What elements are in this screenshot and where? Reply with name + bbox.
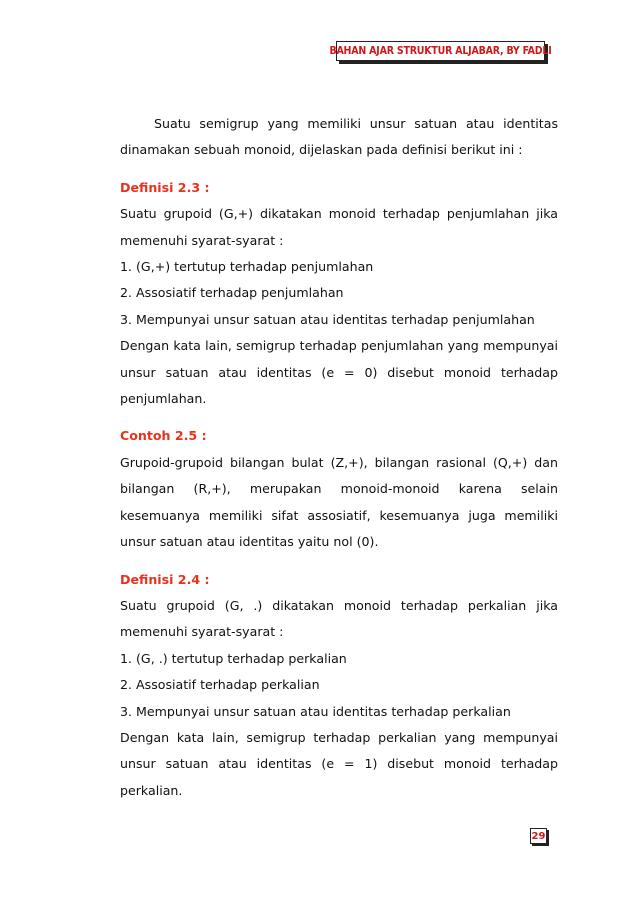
definisi-2-3-heading: Definisi 2.3 : bbox=[120, 179, 210, 195]
definisi-2-4-item: 3. Mempunyai unsur satuan atau identitas terhadap perkalian bbox=[120, 703, 511, 719]
definisi-2-3-item: 2. Assosiatif terhadap penjumlahan bbox=[120, 285, 344, 301]
page-number: 29 bbox=[530, 828, 547, 844]
definisi-2-3-text: Suatu grupoid (G,+) dikatakan monoid terhadap penjumlahan jika memenuhi syarat-syarat : bbox=[120, 206, 558, 248]
definisi-2-4-item: 1. (G, .) tertutup terhadap perkalian bbox=[120, 650, 347, 666]
header-badge: BAHAN AJAR STRUKTUR ALJABAR, BY FADLI bbox=[336, 41, 545, 61]
definisi-2-3-item: 3. Mempunyai unsur satuan atau identitas terhadap penjumlahan bbox=[120, 311, 535, 327]
intro-paragraph: Suatu semigrup yang memiliki unsur satuan atau identitas dinamakan sebuah monoid, dijelaskan pada definisi berikut ini : bbox=[120, 116, 558, 158]
definisi-2-4-item: 2. Assosiatif terhadap perkalian bbox=[120, 677, 320, 693]
contoh-2-5-heading: Contoh 2.5 : bbox=[120, 428, 207, 444]
definisi-2-3-item: 1. (G,+) tertutup terhadap penjumlahan bbox=[120, 259, 374, 275]
definisi-2-4-closing: Dengan kata lain, semigrup terhadap perkalian yang mempunyai unsur satuan atau identitas (e = 1) disebut monoid terhadap perkalian. bbox=[120, 729, 558, 798]
definisi-2-4-heading: Definisi 2.4 : bbox=[120, 571, 210, 587]
definisi-2-3-closing: Dengan kata lain, semigrup terhadap penjumlahan yang mempunyai unsur satuan atau identitas (e = 0) disebut monoid terhadap penjumlahan. bbox=[120, 338, 558, 407]
definisi-2-4-text: Suatu grupoid (G, .) dikatakan monoid terhadap perkalian jika memenuhi syarat-syarat : bbox=[120, 597, 558, 640]
contoh-2-5-text: Grupoid-grupoid bilangan bulat (Z,+), bilangan rasional (Q,+) dan bilangan (R,+), merupakan monoid-monoid karena selain kesemuanya memiliki sifat assosiatif, kesemuanya juga memiliki unsur satuan atau identitas yaitu nol (0). bbox=[120, 454, 558, 550]
page-content bbox=[120, 111, 558, 804]
